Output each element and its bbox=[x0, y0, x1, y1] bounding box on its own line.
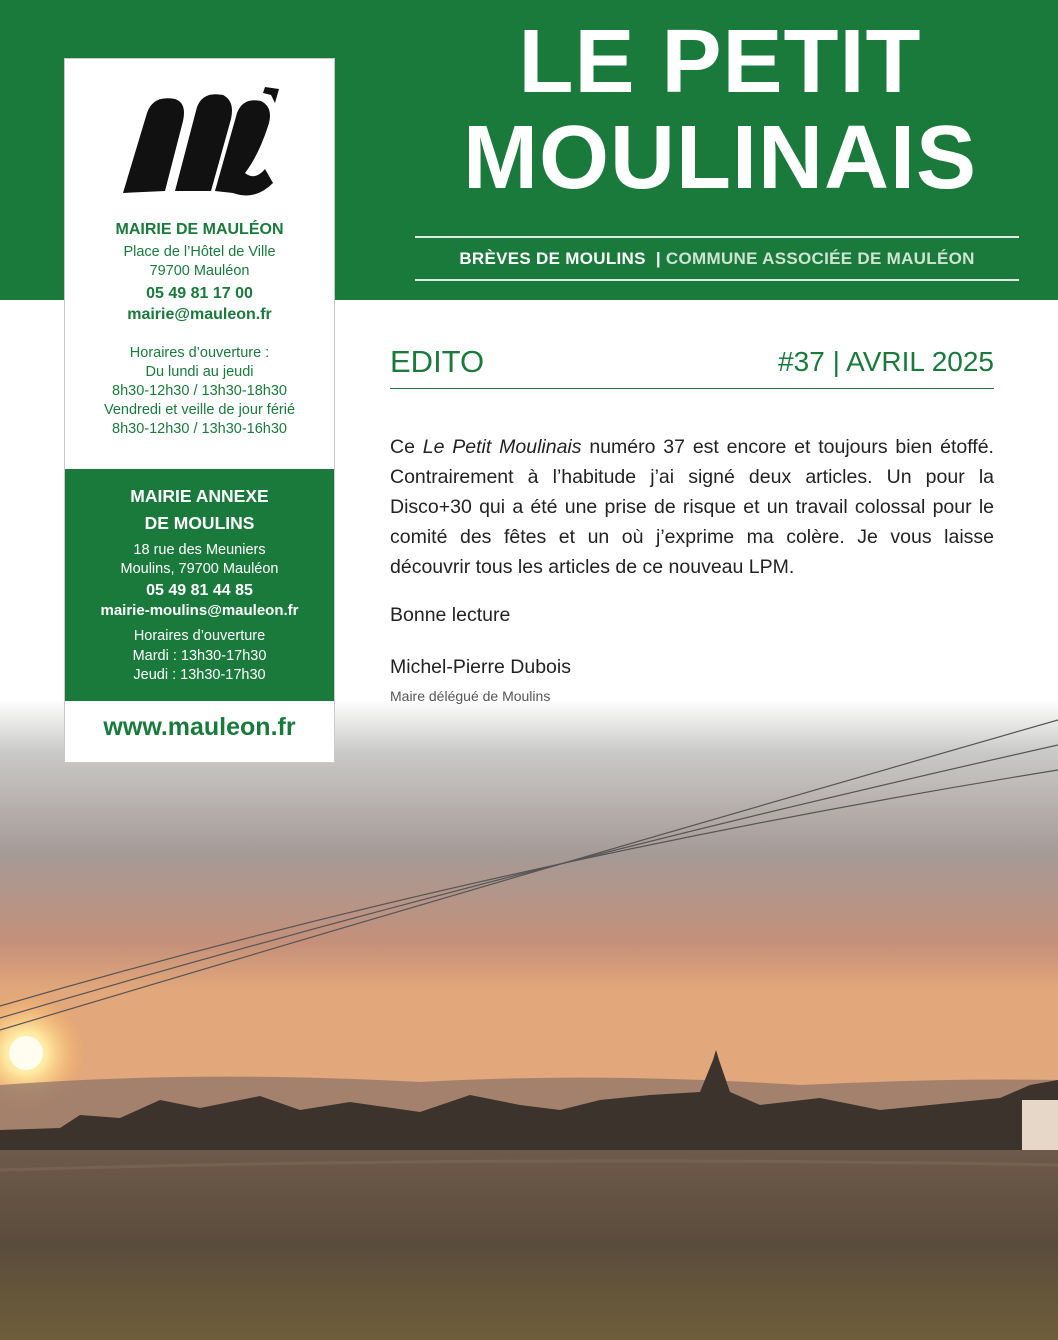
annexe-address-line2: Moulins, 79700 Mauléon bbox=[120, 561, 279, 577]
mairie-hours-line2: 8h30-12h30 / 13h30-18h30 bbox=[112, 383, 287, 399]
signature-role: Maire délégué de Moulins bbox=[390, 688, 551, 704]
mairie-hours-line3: Vendredi et veille de jour férié bbox=[103, 402, 296, 418]
website-link[interactable]: www.mauleon.fr bbox=[103, 713, 296, 741]
mairie-phone[interactable]: 05 49 81 17 00 bbox=[146, 285, 253, 302]
issue-number-date: #37 | AVRIL 2025 bbox=[778, 346, 994, 377]
subtitle-rule-top bbox=[415, 236, 1019, 238]
mairie-hours-title: Horaires d’ouverture : bbox=[129, 345, 270, 361]
edito-paragraph-start: Ce bbox=[390, 436, 423, 458]
mairie-hours-line4: 8h30-12h30 / 13h30-16h30 bbox=[112, 421, 287, 437]
edito-paragraph-rest: numéro 37 est encore et toujours bien étoffé. Contrairement à l’habitude j’ai signé deux articles. Un pour la Disco+30 qui a été une prise de risque et un travail colossal pour le comité des fêtes et un où j’exprime ma colère. Je vous laisse découvrir tous les articles de ce nouveau LPM. bbox=[390, 436, 994, 578]
subtitle bbox=[415, 249, 1019, 269]
edito-header bbox=[390, 344, 994, 389]
mairie-email[interactable]: mairie@mauleon.fr bbox=[127, 306, 272, 323]
annexe-email[interactable]: mairie-moulins@mauleon.fr bbox=[100, 602, 299, 619]
edito-signature: Michel-Pierre Dubois bbox=[390, 656, 571, 678]
annexe-hours-title: Horaires d’ouverture bbox=[133, 628, 266, 644]
annexe-phone[interactable]: 05 49 81 44 85 bbox=[146, 582, 253, 599]
annexe-hours-line2: Jeudi : 13h30-17h30 bbox=[133, 667, 266, 683]
subtitle-left: BRÈVES DE MOULINS bbox=[459, 249, 646, 268]
subtitle-right: COMMUNE ASSOCIÉE DE MAULÉON bbox=[665, 249, 975, 268]
mauleon-logo bbox=[105, 73, 295, 213]
mairie-annexe-panel bbox=[65, 469, 334, 701]
edito-paragraph bbox=[390, 432, 994, 582]
mairie-name: MAIRIE DE MAULÉON bbox=[115, 221, 284, 238]
title-line-1: LE PETIT bbox=[518, 12, 922, 112]
title-line-2: MOULINAIS bbox=[463, 108, 977, 208]
annexe-address-line1: 18 rue des Meuniers bbox=[133, 542, 266, 558]
mairie-address-line1: Place de l’Hôtel de Ville bbox=[123, 244, 276, 260]
edito-title: EDITO bbox=[390, 344, 485, 379]
mairie-hours-line1: Du lundi au jeudi bbox=[145, 364, 254, 380]
newsletter-title bbox=[400, 14, 1040, 206]
annexe-name-line2: DE MOULINS bbox=[144, 513, 255, 533]
contact-sidebar bbox=[64, 58, 335, 763]
publication-name: Le Petit Moulinais bbox=[422, 436, 582, 458]
annexe-hours-line1: Mardi : 13h30-17h30 bbox=[132, 648, 267, 664]
subtitle-rule-bottom bbox=[415, 279, 1019, 281]
annexe-name-line1: MAIRIE ANNEXE bbox=[130, 486, 269, 506]
edito-closing: Bonne lecture bbox=[390, 604, 511, 626]
mairie-address-line2: 79700 Mauléon bbox=[149, 263, 250, 279]
subtitle-separator: | bbox=[655, 249, 661, 268]
sunrise-landscape-photo bbox=[0, 700, 1058, 1340]
